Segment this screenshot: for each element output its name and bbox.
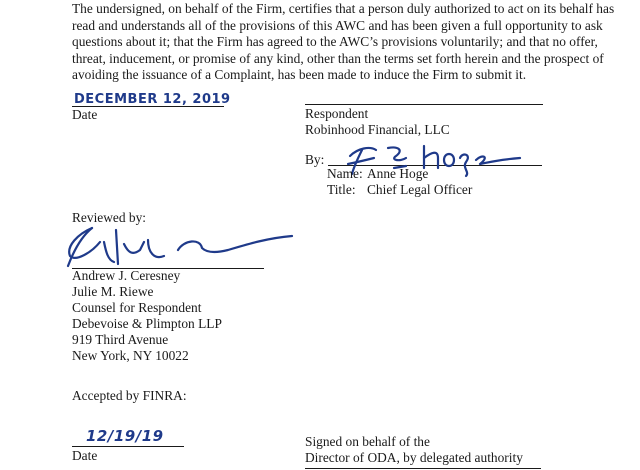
respondent-label: Respondent (305, 106, 369, 121)
counsel-line-3: Counsel for Respondent (72, 300, 202, 315)
counsel-line-5: 919 Third Avenue (72, 332, 169, 347)
reviewed-by-label: Reviewed by: (72, 210, 147, 225)
counsel-line-2: Julie M. Riewe (72, 284, 154, 299)
by-label: By: (305, 152, 325, 167)
counsel-line-1: Andrew J. Ceresney (72, 268, 181, 283)
counsel-line-6: New York, NY 10022 (72, 348, 189, 363)
respondent-line (305, 104, 543, 105)
accepted-by-finra-label: Accepted by FINRA: (72, 388, 187, 403)
name-value: Anne Hoge (367, 166, 429, 181)
signed-on-behalf-line-2: Director of ODA, by delegated authority (305, 450, 523, 465)
ceresney-signature (52, 222, 312, 272)
certification-paragraph: The undersigned, on behalf of the Firm, certifies that a person duly authorized to act on its behalf has read and understands all of the provisions of this AWC and has been given a full opportunity to ask questions about it; that the Firm has agreed to the AWC’s provisions voluntarily; and that no offer, threat, inducement, or promise of any kind, other than the terms set forth herein and the prospect of avoiding the issuance of a Complaint, has been made to induce the Firm to submit it. (72, 1, 615, 83)
finra-signature-line (305, 468, 541, 469)
respondent-name: Robinhood Financial, LLC (305, 122, 450, 137)
firm-date-label: Date (72, 107, 98, 122)
title-label: Title: (327, 182, 356, 197)
signed-on-behalf-line-1: Signed on behalf of the (305, 434, 430, 449)
finra-date-line (72, 446, 184, 447)
counsel-line-4: Debevoise & Plimpton LLP (72, 316, 222, 331)
handwritten-date-december: DECEMBER 12, 2019 (74, 92, 231, 107)
finra-date-label: Date (72, 448, 98, 463)
title-value: Chief Legal Officer (367, 182, 473, 197)
handwritten-date-finra: 12/19/19 (86, 427, 164, 445)
name-label: Name: (327, 166, 363, 181)
